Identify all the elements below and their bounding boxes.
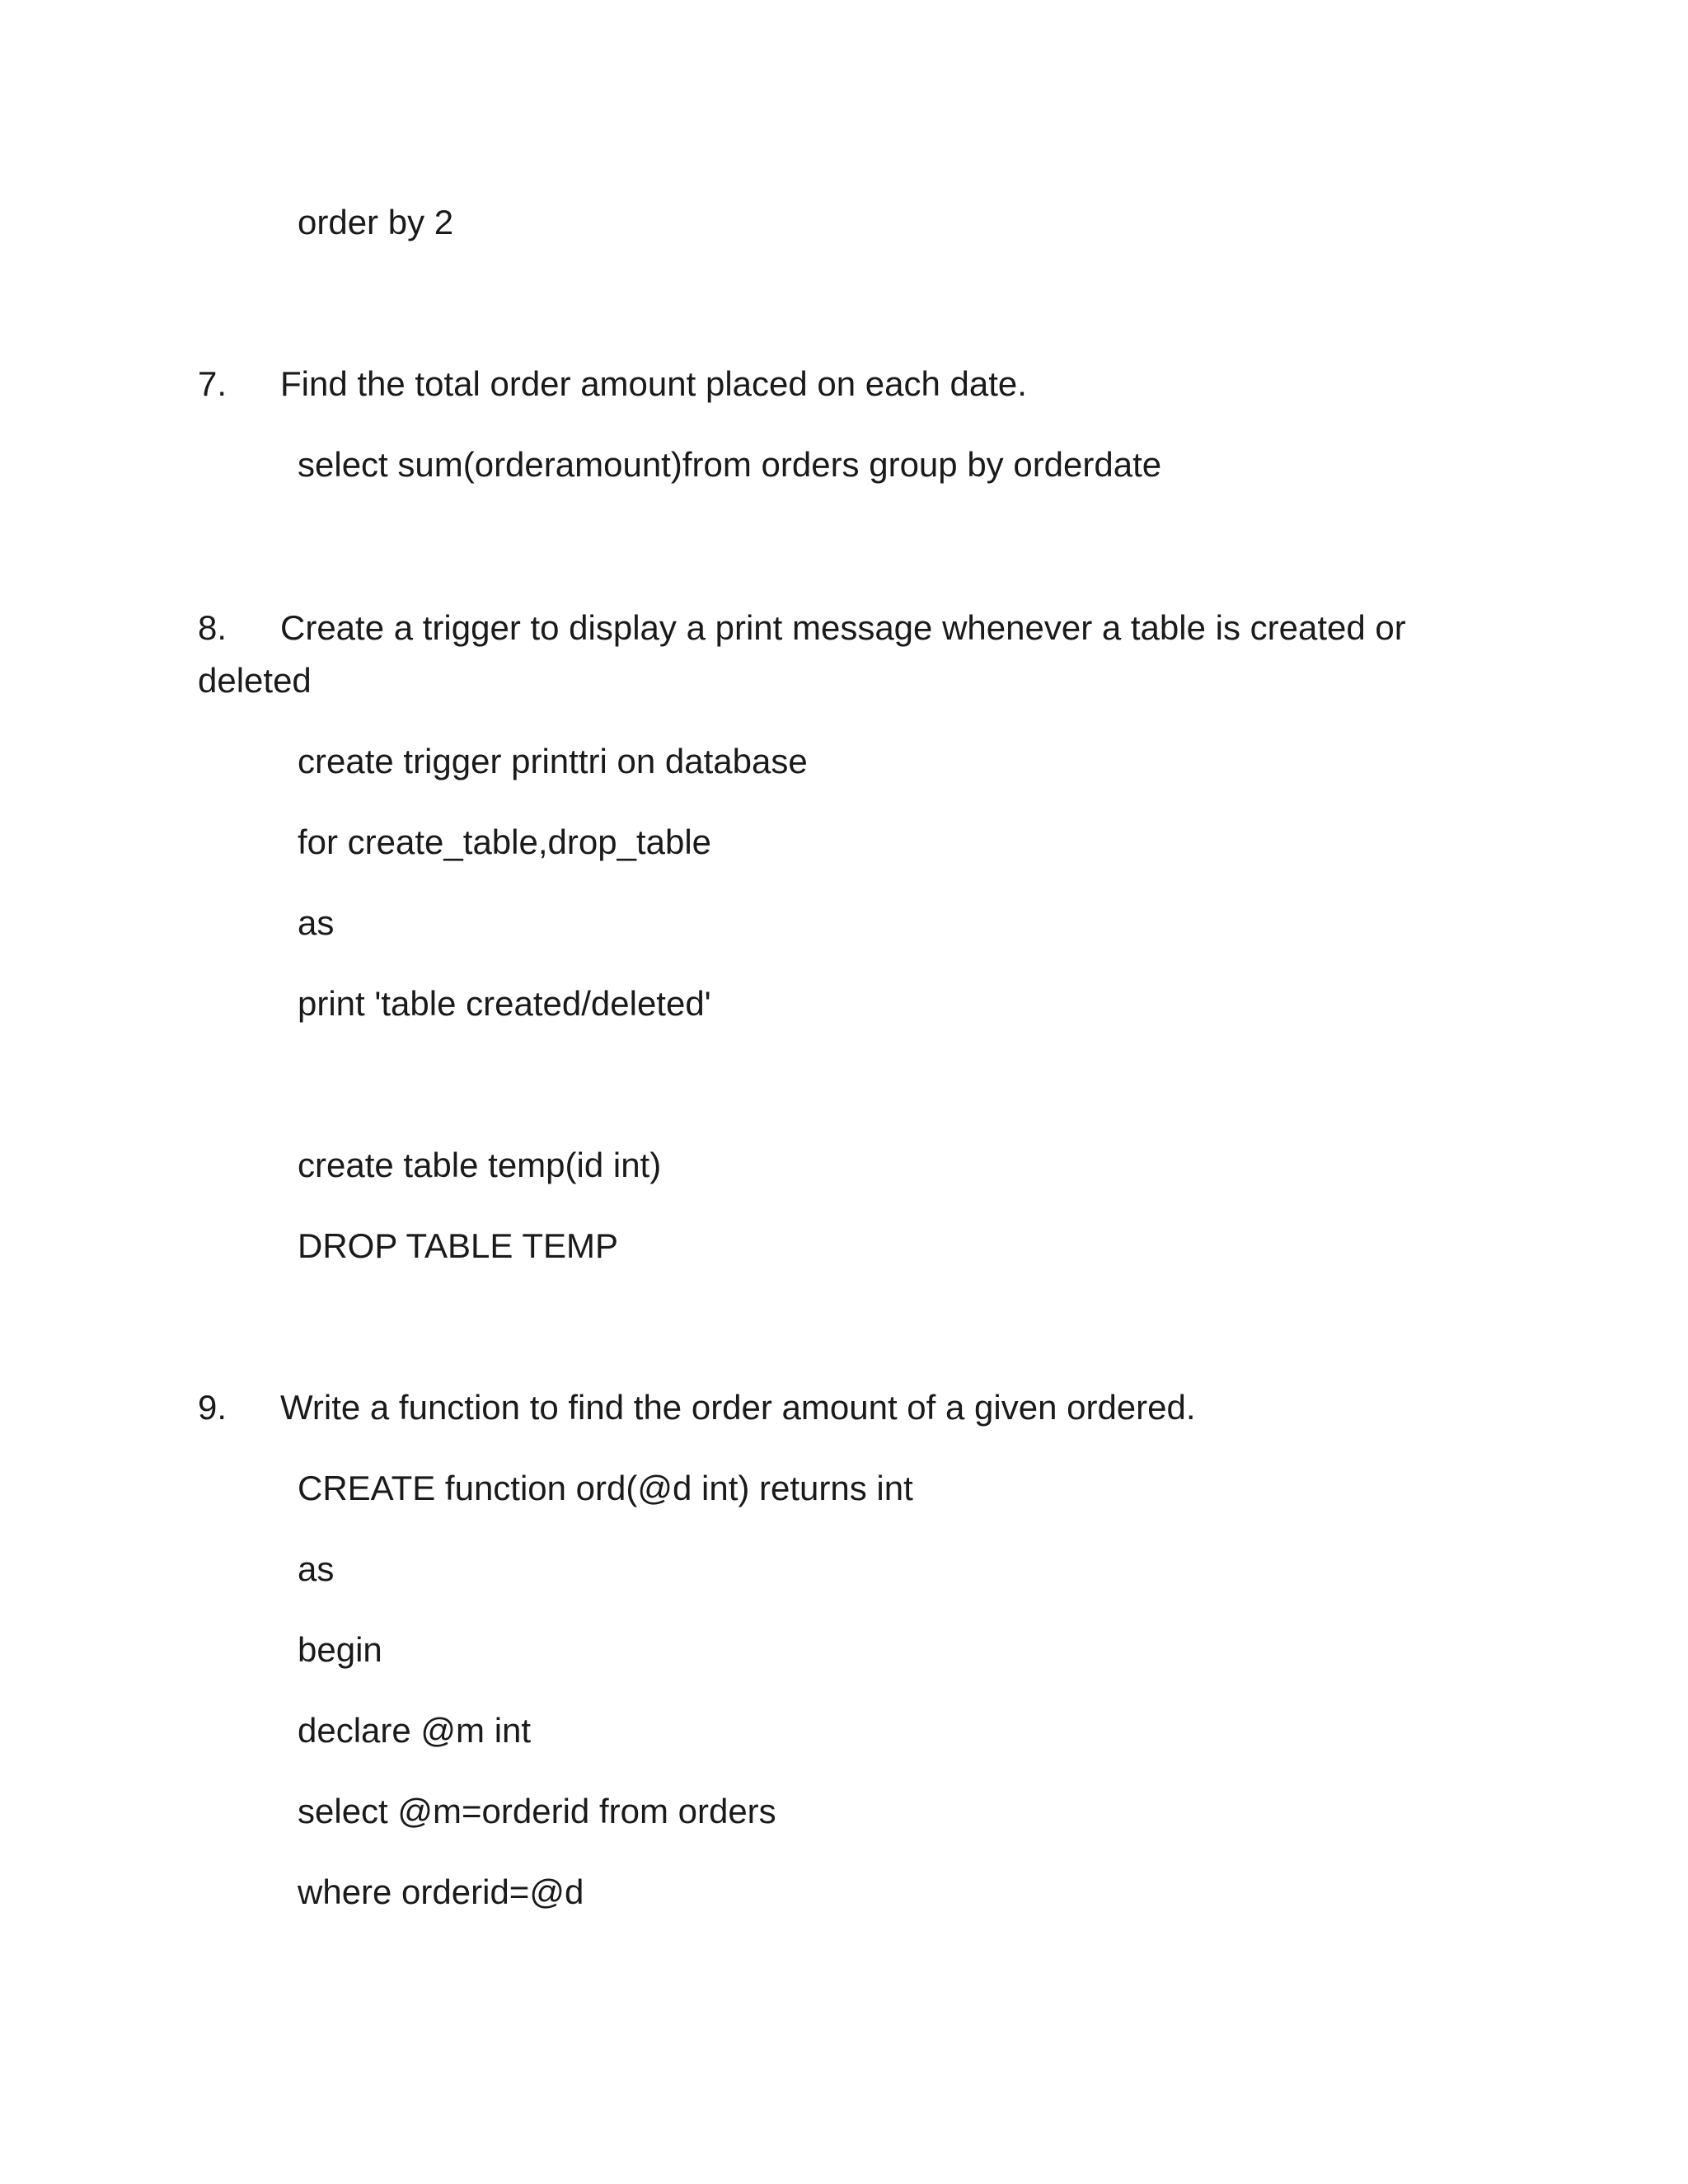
code-line-q9-4: declare @m int (298, 1711, 532, 1750)
question-8-text: Create a trigger to display a print message whenever a table is created or (280, 608, 1406, 647)
code-line-q8-2: for create_table,drop_table (298, 823, 712, 861)
code-line-q8-6: DROP TABLE TEMP (298, 1226, 619, 1265)
question-7-text: Find the total order amount placed on each date. (280, 364, 1027, 403)
code-line-q7-1: select sum(orderamount)from orders group by orderdate (298, 445, 1162, 484)
code-line-q9-2: as (298, 1549, 335, 1588)
code-line-q9-1: CREATE function ord(@d int) returns int (298, 1469, 913, 1507)
question-8-number: 8. (198, 608, 227, 647)
code-line-q8-1: create trigger printtri on database (298, 742, 808, 780)
code-line-q9-5: select @m=orderid from orders (298, 1792, 776, 1830)
code-line-q8-4: print 'table created/deleted' (298, 984, 711, 1023)
question-8-text-continued: deleted (198, 661, 312, 700)
question-9-number: 9. (198, 1388, 227, 1427)
code-line-q8-5: create table temp(id int) (298, 1146, 662, 1184)
code-line-q9-3: begin (298, 1630, 382, 1669)
question-7-number: 7. (198, 364, 227, 403)
code-line-prev-tail: order by 2 (298, 203, 454, 241)
question-9-text: Write a function to find the order amount of a given ordered. (280, 1388, 1196, 1427)
code-line-q8-3: as (298, 903, 335, 942)
code-line-q9-6: where orderid=@d (298, 1872, 584, 1911)
